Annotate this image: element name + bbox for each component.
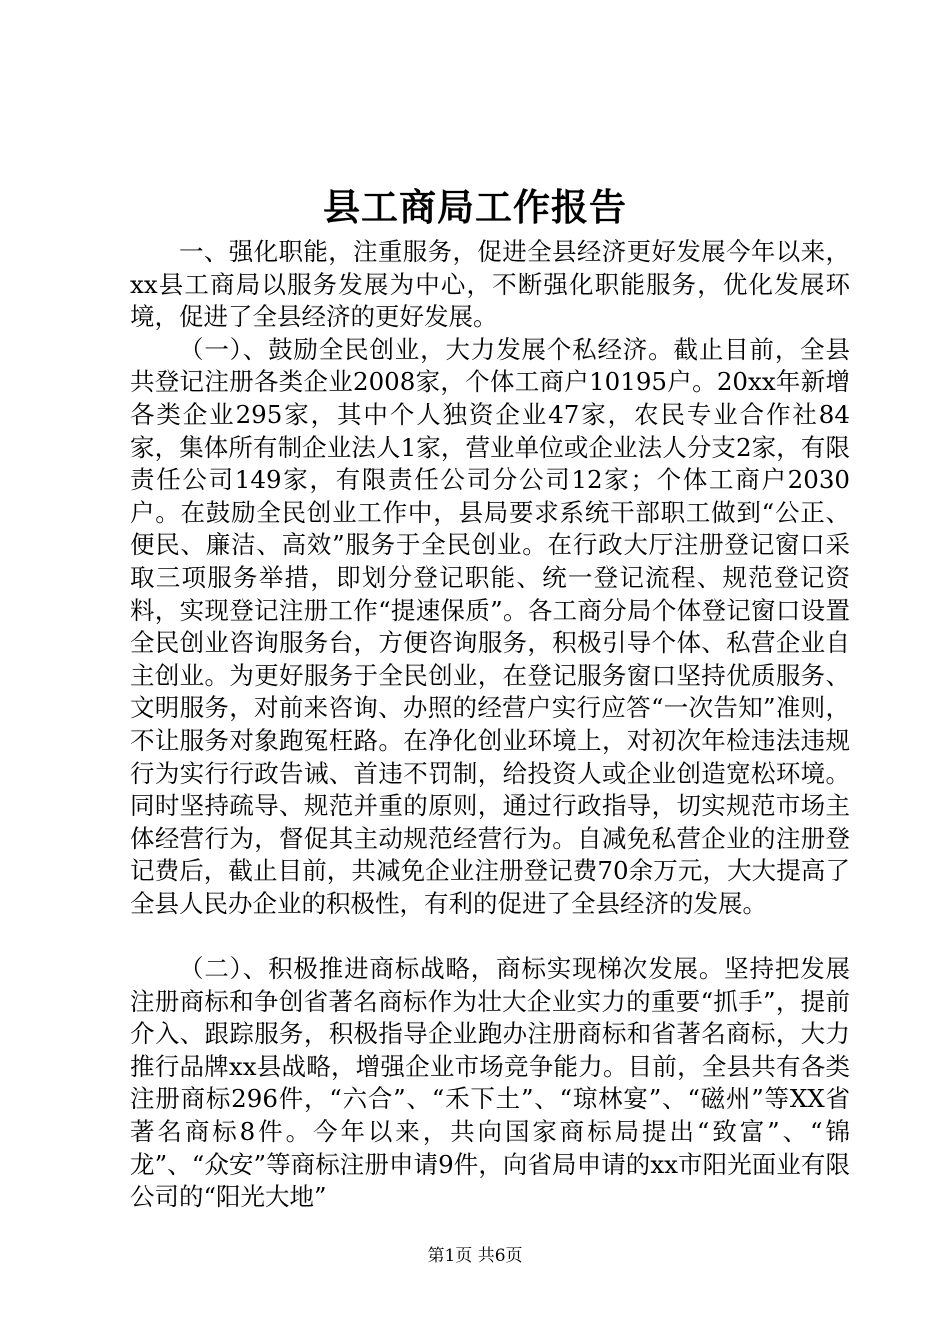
document-title: 县工商局工作报告 [323, 185, 627, 229]
page-footer: 第1页 共6页 [427, 1246, 523, 1266]
document-body [130, 236, 850, 1214]
paragraph-section-1: （一）、鼓励全民创业，大力发展个私经济。截止目前，全县共登记注册各类企业2008家，个体工商户10195户。20xx年新增各类企业295家，其中个人独资企业47家，农民专业合作社84家，集体所有制企业法人1家，营业单位或企业法人分支2家，有限责任公司149家，有限责任公司分公司12家；个体工商户2030户。在鼓励全民创业工作中，县局要求系统干部职工做到“公正、便民、廉洁、高效”服务于全民创业。在行政大厅注册登记窗口采取三项服务举措，即划分登记职能、统一登记流程、规范登记资料，实现登记注册工作“提速保质”。各工商分局个体登记窗口设置全民创业咨询服务台，方便咨询服务，积极引导个体、私营企业自主创业。为更好服务于全民创业，在登记服务窗口坚持优质服务、文明服务，对前来咨询、办照的经营户实行应答“一次告知”准则，不让服务对象跑冤枉路。在净化创业环境上，对初次年检违法违规行为实行行政告诫、首违不罚制，给投资人或企业创造宽松环境。同时坚持疏导、规范并重的原则，通过行政指导，切实规范市场主体经营行为，督促其主动规范经营行为。自减免私营企业的注册登记费后，截止目前，共减免企业注册登记费70余万元，大大提高了全县人民办企业的积极性，有利的促进了全县经济的发展。 [130, 334, 850, 918]
paragraph-intro: 一、强化职能，注重服务，促进全县经济更好发展今年以来，xx县工商局以服务发展为中心，不断强化职能服务，优化发展环境，促进了全县经济的更好发展。 [130, 237, 850, 332]
paragraph-section-2: （二）、积极推进商标战略，商标实现梯次发展。坚持把发展注册商标和争创省著名商标作为壮大企业实力的重要“抓手”，提前介入、跟踪服务，积极指导企业跑办注册商标和省著名商标，大力推行品牌xx县战略，增强企业市场竞争能力。目前，全县共有各类注册商标296件，“六合”、“禾下土”、“琼林宴”、“磁州”等XX省著名商标8件。今年以来，共向国家商标局提出“致富”、“锦龙”、“众安”等商标注册申请9件，向省局申请的xx市阳光面业有限公司的“阳光大地” [130, 954, 850, 1212]
